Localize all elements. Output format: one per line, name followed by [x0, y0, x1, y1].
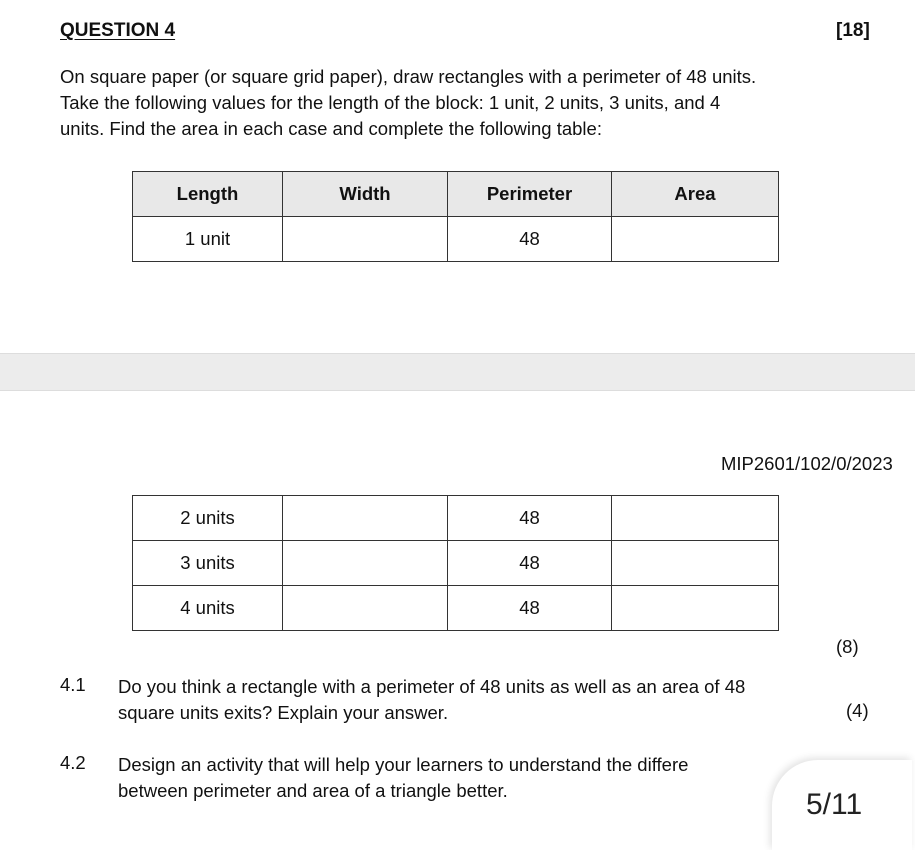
cell-area: [612, 541, 779, 586]
table-header-row: [133, 172, 779, 217]
document-code: MIP2601/102/0/2023: [721, 453, 893, 474]
subquestion-text-4-2: [118, 752, 833, 804]
question-title: QUESTION 4: [60, 20, 176, 41]
cell-width: [283, 217, 448, 262]
table-row: [133, 217, 779, 262]
table-row: [133, 586, 779, 631]
cell-area: [612, 496, 779, 541]
header-width: Width: [283, 172, 448, 217]
page-indicator: 5/11: [806, 788, 863, 821]
cell-width: [283, 586, 448, 631]
cell-area: [612, 586, 779, 631]
subquestion-marks-4-1: (4): [846, 700, 869, 721]
header-perimeter: Perimeter: [448, 172, 612, 217]
subquestion-text-4-1: [118, 674, 833, 726]
cell-length: 1 unit: [133, 217, 283, 262]
subquestion-4-1-line-2: square units exits? Explain your answer.: [118, 702, 449, 723]
cell-length: 3 units: [133, 541, 283, 586]
intro-line-3: units. Find the area in each case and complete the following table:: [60, 118, 602, 139]
subquestion-4-2-line-2: between perimeter and area of a triangle better.: [118, 780, 508, 801]
cell-perimeter: 48: [448, 217, 612, 262]
table-row: [133, 496, 779, 541]
cell-perimeter: 48: [448, 541, 612, 586]
cell-length: 4 units: [133, 586, 283, 631]
page-separator: [0, 353, 915, 391]
cell-width: [283, 496, 448, 541]
question-intro: [60, 64, 820, 142]
intro-line-1: On square paper (or square grid paper), draw rectangles with a perimeter of 48 units.: [60, 66, 757, 87]
cell-area: [612, 217, 779, 262]
intro-line-2: Take the following values for the length of the block: 1 unit, 2 units, 3 units, and 4: [60, 92, 721, 113]
table-marks: (8): [836, 636, 859, 657]
subquestion-4-1-line-1: Do you think a rectangle with a perimeter of 48 units as well as an area of 48: [118, 676, 746, 697]
area-table-page2: [132, 495, 779, 631]
cell-perimeter: 48: [448, 586, 612, 631]
header-area: Area: [612, 172, 779, 217]
area-table-page1: [132, 171, 779, 262]
cell-length: 2 units: [133, 496, 283, 541]
cell-width: [283, 541, 448, 586]
cell-perimeter: 48: [448, 496, 612, 541]
table-row: [133, 541, 779, 586]
header-length: Length: [133, 172, 283, 217]
subquestion-number-4-2: 4.2: [60, 752, 86, 773]
subquestion-4-2-line-1: Design an activity that will help your learners to understand the differe: [118, 754, 689, 775]
subquestion-number-4-1: 4.1: [60, 674, 86, 695]
question-marks: [18]: [836, 20, 870, 41]
